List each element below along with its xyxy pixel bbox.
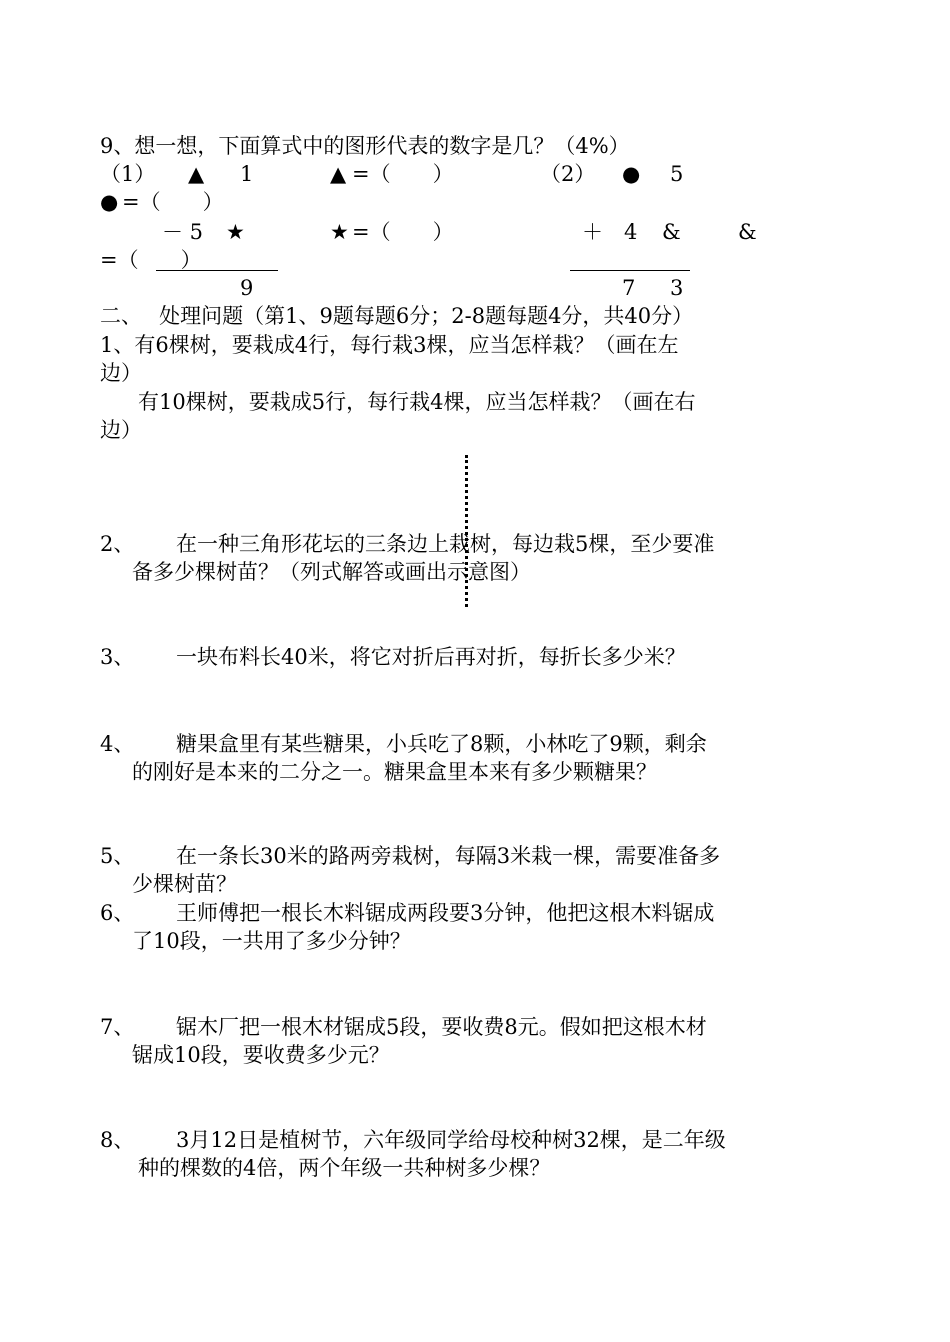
q1-text-line2: 边）	[100, 361, 142, 385]
drawing-divider	[465, 455, 468, 607]
q9-p2-label: （2）	[540, 162, 596, 186]
q9-p2-rule	[570, 270, 690, 271]
q9-p1-triangle-answer: =（ ）	[352, 162, 454, 186]
q9-p1-star-answer: =（ ）	[352, 220, 454, 244]
q1b-text-line1: 有10棵树，要栽成5行，每行栽4棵，应当怎样栽？（画在右	[138, 390, 696, 414]
star-icon: ★	[226, 220, 245, 244]
q6-text-line1: 王师傅把一根长木料锯成两段要3分钟，他把这根木料锯成	[176, 901, 715, 925]
q9-p1-result: 9	[240, 276, 254, 300]
q4-text-line1: 糖果盒里有某些糖果，小兵吃了8颗，小林吃了9颗，剩余	[176, 732, 707, 756]
q1b-text-line2: 边）	[100, 418, 142, 442]
q8-number: 8、	[100, 1128, 135, 1152]
circle-icon: ●	[622, 162, 641, 186]
q5-number: 5、	[100, 844, 135, 868]
q9-p2-amp-2: &	[738, 220, 757, 244]
q9-p1-top-digit: 1	[240, 162, 254, 186]
triangle-icon: ▲	[188, 162, 205, 186]
q1-text-line1: 1、有6棵树，要栽成4行，每行栽3棵，应当怎样栽？（画在左	[100, 333, 679, 357]
q7-number: 7、	[100, 1015, 135, 1039]
q9-p2-amp-1: &	[662, 220, 681, 244]
q2-number: 2、	[100, 532, 135, 556]
q5-text-line1: 在一条长30米的路两旁栽树，每隔3米栽一棵，需要准备多	[176, 844, 721, 868]
q9-p2-top-digit: 5	[670, 162, 684, 186]
q3-text-line1: 一块布料长40米，将它对折后再对折，每折长多少米？	[176, 645, 686, 669]
q9-p2-result-1: 7	[622, 276, 636, 300]
q9-p2-result-2: 3	[670, 276, 684, 300]
q6-number: 6、	[100, 901, 135, 925]
q7-text-line2: 锯成10段，要收费多少元？	[132, 1043, 390, 1067]
q9-title: 9、想一想，下面算式中的图形代表的数字是几？（4%）	[100, 134, 630, 158]
q7-text-line1: 锯木厂把一根木材锯成5段，要收费8元。假如把这根木材	[176, 1015, 707, 1039]
q6-text-line2: 了10段，一共用了多少分钟？	[132, 929, 411, 953]
star-icon: ★	[330, 220, 349, 244]
q9-p2-circle-answer: =（ ）	[122, 190, 224, 214]
q8-text-line1: 3月12日是植树节，六年级同学给母校种树32棵，是二年级	[176, 1128, 726, 1152]
q9-p2-amp-answer: =（ ）	[100, 248, 202, 272]
q2-text-line2: 备多少棵树苗？（列式解答或画出示意图）	[132, 560, 531, 584]
triangle-icon: ▲	[330, 162, 347, 186]
q8-text-line2: 种的棵数的4倍，两个年级一共种树多少棵？	[138, 1156, 551, 1180]
q3-number: 3、	[100, 645, 135, 669]
q4-text-line2: 的刚好是本来的二分之一。糖果盒里本来有多少颗糖果？	[132, 760, 657, 784]
section2-title: 二、 处理问题（第1、9题每题6分；2-8题每题4分，共40分）	[100, 304, 694, 328]
circle-icon: ●	[100, 190, 119, 214]
q2-text-line1: 在一种三角形花坛的三条边上栽树，每边栽5棵，至少要准	[176, 532, 715, 556]
q4-number: 4、	[100, 732, 135, 756]
q9-p1-label: （1）	[100, 162, 156, 186]
q5-text-line2: 少棵树苗？	[132, 872, 237, 896]
q9-p2-operator: ＋ 4	[582, 220, 638, 244]
q9-p1-operator: － 5	[162, 220, 204, 244]
